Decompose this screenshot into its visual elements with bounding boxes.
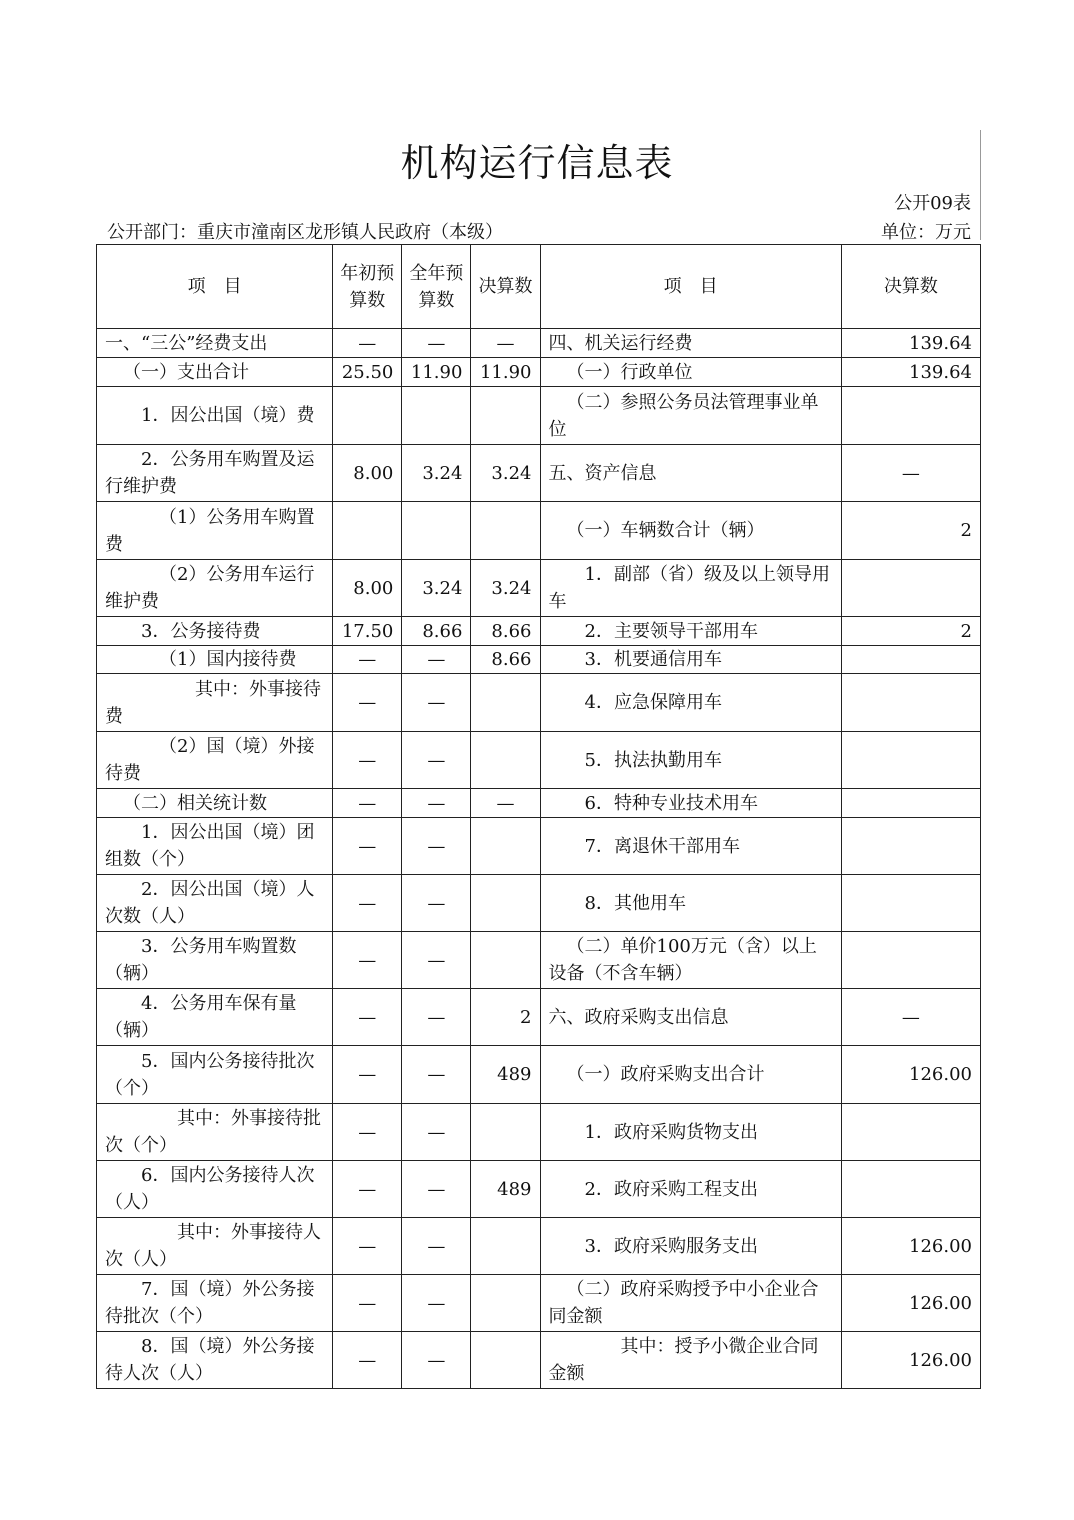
table-row <box>97 789 981 818</box>
left-item: 其中：外事接待人次（人） <box>97 1218 333 1275</box>
left-item: （二）相关统计数 <box>97 789 333 818</box>
final-cell: 3.24 <box>471 445 540 502</box>
right-item: （一）车辆数合计（辆） <box>540 502 841 560</box>
final-cell <box>471 1275 540 1332</box>
right-item: （一）政府采购支出合计 <box>540 1046 841 1104</box>
final-cell: 8.66 <box>471 617 540 646</box>
right-item: 3．机要通信用车 <box>540 646 841 674</box>
full-budget-cell: 3.24 <box>402 560 471 617</box>
left-item: 6．国内公务接待人次（人） <box>97 1161 333 1218</box>
left-item: 2．公务用车购置及运行维护费 <box>97 445 333 502</box>
right-value-cell <box>841 932 980 989</box>
right-item: 5．执法执勤用车 <box>540 732 841 789</box>
right-value-cell: 126.00 <box>841 1046 980 1104</box>
table-row <box>97 674 981 732</box>
initial-budget-cell: — <box>333 932 402 989</box>
right-value-cell: — <box>841 445 980 502</box>
left-item: 1．因公出国（境）费 <box>97 387 333 445</box>
right-value-cell <box>841 875 980 932</box>
initial-budget-cell: — <box>333 329 402 358</box>
full-budget-cell: — <box>402 329 471 358</box>
left-item: 4．公务用车保有量（辆） <box>97 989 333 1046</box>
right-value-cell: 2 <box>841 502 980 560</box>
right-value-cell: 2 <box>841 617 980 646</box>
full-budget-cell: — <box>402 989 471 1046</box>
initial-budget-cell: — <box>333 1161 402 1218</box>
table-row <box>97 1332 981 1389</box>
final-cell <box>471 1332 540 1389</box>
full-budget-cell: 11.90 <box>402 358 471 387</box>
table-row <box>97 646 981 674</box>
left-item: 其中：外事接待费 <box>97 674 333 732</box>
full-budget-cell: — <box>402 674 471 732</box>
left-item: （1）公务用车购置费 <box>97 502 333 560</box>
right-value-cell <box>841 818 980 875</box>
right-item: 7．离退休干部用车 <box>540 818 841 875</box>
final-cell <box>471 387 540 445</box>
right-value-cell: 139.64 <box>841 329 980 358</box>
final-cell: 489 <box>471 1161 540 1218</box>
full-budget-cell: — <box>402 646 471 674</box>
right-value-cell: 139.64 <box>841 358 980 387</box>
initial-budget-cell: 25.50 <box>333 358 402 387</box>
table-row <box>97 358 981 387</box>
table-code: 公开09表 <box>894 193 971 214</box>
initial-budget-cell: — <box>333 1046 402 1104</box>
left-item: 5．国内公务接待批次（个） <box>97 1046 333 1104</box>
table-row <box>97 560 981 617</box>
final-cell <box>471 818 540 875</box>
full-budget-cell: — <box>402 818 471 875</box>
header-right-final: 决算数 <box>841 245 980 329</box>
full-budget-cell: — <box>402 932 471 989</box>
final-cell: 3.24 <box>471 560 540 617</box>
right-item: 2．主要领导干部用车 <box>540 617 841 646</box>
final-cell: — <box>471 789 540 818</box>
right-item: 六、政府采购支出信息 <box>540 989 841 1046</box>
info-table <box>96 244 981 1389</box>
final-cell <box>471 932 540 989</box>
final-cell: — <box>471 329 540 358</box>
table-row <box>97 818 981 875</box>
final-cell <box>471 502 540 560</box>
left-item: 2．因公出国（境）人次数（人） <box>97 875 333 932</box>
left-item: 8．国（境）外公务接待人次（人） <box>97 1332 333 1389</box>
header-item-right: 项 目 <box>540 245 841 329</box>
right-item: （一）行政单位 <box>540 358 841 387</box>
initial-budget-cell: — <box>333 875 402 932</box>
table-row <box>97 1046 981 1104</box>
full-budget-cell: — <box>402 875 471 932</box>
right-value-cell <box>841 732 980 789</box>
full-budget-cell <box>402 502 471 560</box>
left-item: 7．国（境）外公务接待批次（个） <box>97 1275 333 1332</box>
right-item: 8．其他用车 <box>540 875 841 932</box>
header-item-left: 项 目 <box>97 245 333 329</box>
final-cell <box>471 875 540 932</box>
right-item: 3．政府采购服务支出 <box>540 1218 841 1275</box>
right-item: 1．副部（省）级及以上领导用车 <box>540 560 841 617</box>
header-full-budget: 全年预算数 <box>402 245 471 329</box>
left-item: 其中：外事接待批次（个） <box>97 1104 333 1161</box>
full-budget-cell: — <box>402 1275 471 1332</box>
right-value-cell: 126.00 <box>841 1332 980 1389</box>
right-item: 五、资产信息 <box>540 445 841 502</box>
final-cell: 489 <box>471 1046 540 1104</box>
header-row <box>97 245 981 329</box>
right-item: 其中：授予小微企业合同金额 <box>540 1332 841 1389</box>
right-value-cell <box>841 1104 980 1161</box>
final-cell: 2 <box>471 989 540 1046</box>
right-item: 四、机关运行经费 <box>540 329 841 358</box>
right-item: （二）单价100万元（含）以上设备（不含车辆） <box>540 932 841 989</box>
full-budget-cell: 8.66 <box>402 617 471 646</box>
right-value-cell: — <box>841 989 980 1046</box>
full-budget-cell: — <box>402 1218 471 1275</box>
right-value-cell <box>841 387 980 445</box>
right-value-cell: 126.00 <box>841 1218 980 1275</box>
table-row <box>97 617 981 646</box>
table-row <box>97 1104 981 1161</box>
right-value-cell <box>841 674 980 732</box>
initial-budget-cell: — <box>333 732 402 789</box>
full-budget-cell: — <box>402 789 471 818</box>
initial-budget-cell: — <box>333 646 402 674</box>
full-budget-cell: — <box>402 1046 471 1104</box>
left-item: 一、“三公”经费支出 <box>97 329 333 358</box>
page-title: 机构运行信息表 <box>400 141 674 185</box>
full-budget-cell <box>402 387 471 445</box>
table-row <box>97 1275 981 1332</box>
left-item: （2）国（境）外接待费 <box>97 732 333 789</box>
initial-budget-cell: — <box>333 818 402 875</box>
right-value-cell <box>841 789 980 818</box>
left-item: 1．因公出国（境）团组数（个） <box>97 818 333 875</box>
table-row <box>97 932 981 989</box>
right-item: 4．应急保障用车 <box>540 674 841 732</box>
right-item: （二）政府采购授予中小企业合同金额 <box>540 1275 841 1332</box>
table-row <box>97 732 981 789</box>
initial-budget-cell: 17.50 <box>333 617 402 646</box>
table-row <box>97 387 981 445</box>
full-budget-cell: — <box>402 1332 471 1389</box>
full-budget-cell: — <box>402 1161 471 1218</box>
right-item: （二）参照公务员法管理事业单位 <box>540 387 841 445</box>
initial-budget-cell: — <box>333 789 402 818</box>
initial-budget-cell <box>333 387 402 445</box>
initial-budget-cell <box>333 502 402 560</box>
full-budget-cell: — <box>402 732 471 789</box>
initial-budget-cell: — <box>333 1218 402 1275</box>
final-cell <box>471 732 540 789</box>
table-row <box>97 502 981 560</box>
right-item: 2．政府采购工程支出 <box>540 1161 841 1218</box>
full-budget-cell: — <box>402 1104 471 1161</box>
left-item: （一）支出合计 <box>97 358 333 387</box>
final-cell: 8.66 <box>471 646 540 674</box>
initial-budget-cell: — <box>333 674 402 732</box>
right-value-cell <box>841 560 980 617</box>
left-item: （1）国内接待费 <box>97 646 333 674</box>
initial-budget-cell: — <box>333 1332 402 1389</box>
full-budget-cell: 3.24 <box>402 445 471 502</box>
table-row <box>97 1161 981 1218</box>
right-item: 1．政府采购货物支出 <box>540 1104 841 1161</box>
right-item: 6．特种专业技术用车 <box>540 789 841 818</box>
header-initial-budget: 年初预算数 <box>333 245 402 329</box>
department-label: 公开部门：重庆市潼南区龙形镇人民政府（本级） <box>107 222 503 243</box>
initial-budget-cell: — <box>333 1104 402 1161</box>
right-value-cell: 126.00 <box>841 1275 980 1332</box>
right-value-cell <box>841 646 980 674</box>
table-row <box>97 329 981 358</box>
initial-budget-cell: — <box>333 989 402 1046</box>
left-item: （2）公务用车运行维护费 <box>97 560 333 617</box>
right-value-cell <box>841 1161 980 1218</box>
initial-budget-cell: — <box>333 1275 402 1332</box>
initial-budget-cell: 8.00 <box>333 560 402 617</box>
final-cell: 11.90 <box>471 358 540 387</box>
final-cell <box>471 1104 540 1161</box>
table-row <box>97 1218 981 1275</box>
table-row <box>97 875 981 932</box>
unit-label: 单位：万元 <box>881 222 971 243</box>
header-final: 决算数 <box>471 245 540 329</box>
table-row <box>97 989 981 1046</box>
final-cell <box>471 674 540 732</box>
final-cell <box>471 1218 540 1275</box>
initial-budget-cell: 8.00 <box>333 445 402 502</box>
table-row <box>97 445 981 502</box>
left-item: 3．公务用车购置数（辆） <box>97 932 333 989</box>
left-item: 3．公务接待费 <box>97 617 333 646</box>
